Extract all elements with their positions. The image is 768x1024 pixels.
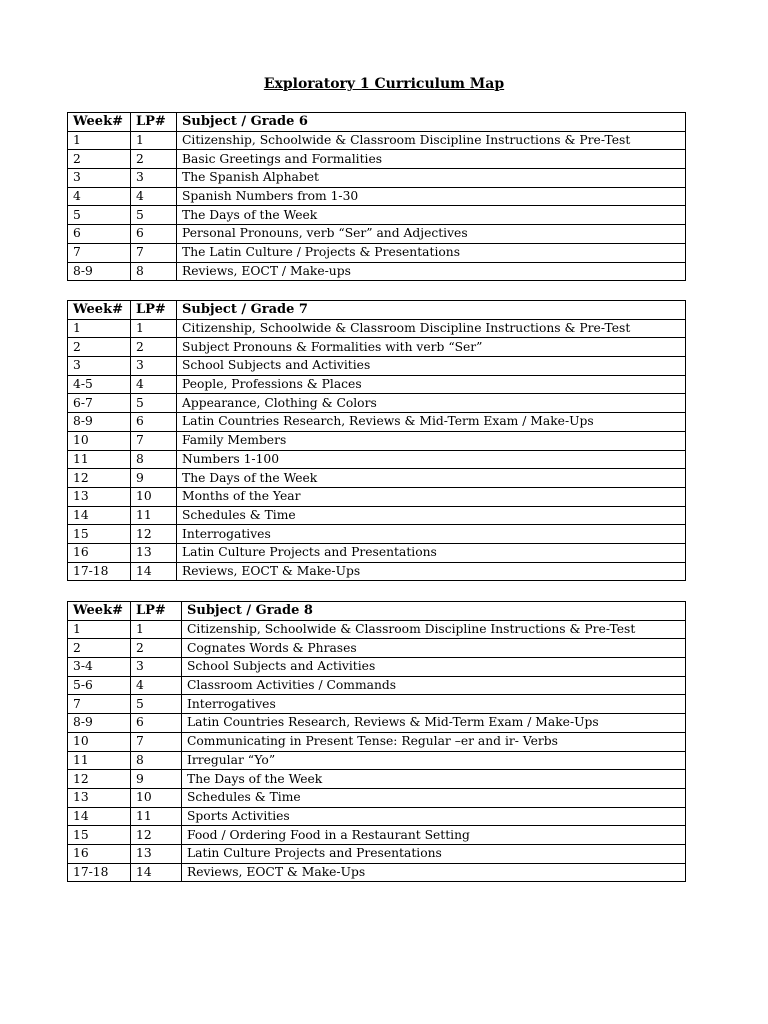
subject-cell: Schedules & Time <box>182 788 686 807</box>
grade-6-table <box>67 112 686 281</box>
lp-cell: 6 <box>131 714 182 733</box>
subject-cell: Latin Culture Projects and Presentations <box>182 844 686 863</box>
subject-cell: The Spanish Alphabet <box>177 169 686 188</box>
week-cell: 11 <box>68 450 131 469</box>
week-cell: 4-5 <box>68 375 131 394</box>
table-row <box>68 658 686 677</box>
table-row <box>68 187 686 206</box>
week-cell: 6 <box>68 225 131 244</box>
lp-cell: 7 <box>131 243 177 262</box>
subject-cell: The Days of the Week <box>182 770 686 789</box>
table-row <box>68 357 686 376</box>
table-row <box>68 714 686 733</box>
subject-cell: Personal Pronouns, verb “Ser” and Adjectives <box>177 225 686 244</box>
table-row <box>68 620 686 639</box>
table-row <box>68 469 686 488</box>
table-row <box>68 413 686 432</box>
week-cell: 14 <box>68 807 131 826</box>
lp-header: LP# <box>131 301 177 320</box>
table-row <box>68 450 686 469</box>
week-cell: 13 <box>68 487 131 506</box>
subject-cell: Months of the Year <box>177 487 686 506</box>
table-row <box>68 338 686 357</box>
lp-cell: 4 <box>131 676 182 695</box>
week-cell: 12 <box>68 770 131 789</box>
table-row <box>68 225 686 244</box>
week-cell: 7 <box>68 695 131 714</box>
week-cell: 7 <box>68 243 131 262</box>
lp-cell: 13 <box>131 844 182 863</box>
table-row <box>68 375 686 394</box>
week-cell: 15 <box>68 826 131 845</box>
week-cell: 5-6 <box>68 676 131 695</box>
week-header: Week# <box>68 113 131 132</box>
subject-cell: Appearance, Clothing & Colors <box>177 394 686 413</box>
lp-cell: 5 <box>131 695 182 714</box>
week-header: Week# <box>68 301 131 320</box>
lp-cell: 1 <box>131 131 177 150</box>
week-cell: 3 <box>68 357 131 376</box>
lp-cell: 6 <box>131 413 177 432</box>
subject-cell: The Latin Culture / Projects & Presentations <box>177 243 686 262</box>
lp-cell: 11 <box>131 506 177 525</box>
week-cell: 11 <box>68 751 131 770</box>
table-header-row <box>68 602 686 621</box>
table-row <box>68 826 686 845</box>
lp-cell: 14 <box>131 863 182 882</box>
table-row <box>68 562 686 581</box>
table-row <box>68 732 686 751</box>
subject-cell: Citizenship, Schoolwide & Classroom Discipline Instructions & Pre-Test <box>177 319 686 338</box>
subject-cell: Irregular “Yo” <box>182 751 686 770</box>
week-cell: 1 <box>68 319 131 338</box>
lp-cell: 4 <box>131 187 177 206</box>
subject-cell: Schedules & Time <box>177 506 686 525</box>
week-cell: 16 <box>68 844 131 863</box>
lp-cell: 8 <box>131 450 177 469</box>
week-cell: 12 <box>68 469 131 488</box>
subject-cell: Family Members <box>177 431 686 450</box>
lp-cell: 2 <box>131 338 177 357</box>
table-row <box>68 807 686 826</box>
week-cell: 8-9 <box>68 262 131 281</box>
table-row <box>68 844 686 863</box>
subject-cell: Citizenship, Schoolwide & Classroom Discipline Instructions & Pre-Test <box>177 131 686 150</box>
subject-cell: Reviews, EOCT / Make-ups <box>177 262 686 281</box>
table-row <box>68 431 686 450</box>
week-cell: 2 <box>68 150 131 169</box>
lp-cell: 12 <box>131 525 177 544</box>
subject-cell: Latin Culture Projects and Presentations <box>177 543 686 562</box>
week-cell: 3 <box>68 169 131 188</box>
table-row <box>68 695 686 714</box>
lp-cell: 11 <box>131 807 182 826</box>
week-cell: 10 <box>68 732 131 751</box>
table-row <box>68 506 686 525</box>
subject-cell: Reviews, EOCT & Make-Ups <box>177 562 686 581</box>
lp-cell: 7 <box>131 732 182 751</box>
table-row <box>68 169 686 188</box>
table-row <box>68 487 686 506</box>
subject-cell: Communicating in Present Tense: Regular –er and ir- Verbs <box>182 732 686 751</box>
table-row <box>68 676 686 695</box>
subject-cell: Latin Countries Research, Reviews & Mid-Term Exam / Make-Ups <box>177 413 686 432</box>
lp-cell: 5 <box>131 394 177 413</box>
subject-cell: Subject Pronouns & Formalities with verb “Ser” <box>177 338 686 357</box>
lp-cell: 7 <box>131 431 177 450</box>
week-cell: 3-4 <box>68 658 131 677</box>
week-cell: 8-9 <box>68 714 131 733</box>
subject-cell: Interrogatives <box>182 695 686 714</box>
grade-8-table <box>67 601 686 882</box>
week-cell: 13 <box>68 788 131 807</box>
lp-cell: 1 <box>131 620 182 639</box>
table-row <box>68 150 686 169</box>
page-title: Exploratory 1 Curriculum Map <box>263 76 505 92</box>
lp-cell: 9 <box>131 469 177 488</box>
week-cell: 8-9 <box>68 413 131 432</box>
table-row <box>68 543 686 562</box>
subject-cell: The Days of the Week <box>177 469 686 488</box>
subject-cell: School Subjects and Activities <box>177 357 686 376</box>
subject-cell: Citizenship, Schoolwide & Classroom Discipline Instructions & Pre-Test <box>182 620 686 639</box>
lp-cell: 3 <box>131 357 177 376</box>
lp-cell: 8 <box>131 262 177 281</box>
table-header-row <box>68 301 686 320</box>
subject-cell: The Days of the Week <box>177 206 686 225</box>
lp-cell: 13 <box>131 543 177 562</box>
table-row <box>68 525 686 544</box>
lp-header: LP# <box>131 113 177 132</box>
lp-cell: 12 <box>131 826 182 845</box>
subject-cell: Food / Ordering Food in a Restaurant Setting <box>182 826 686 845</box>
table-header-row <box>68 113 686 132</box>
week-cell: 6-7 <box>68 394 131 413</box>
table-row <box>68 319 686 338</box>
lp-cell: 1 <box>131 319 177 338</box>
subject-cell: Spanish Numbers from 1-30 <box>177 187 686 206</box>
week-cell: 17-18 <box>68 863 131 882</box>
table-row <box>68 243 686 262</box>
week-header: Week# <box>68 602 131 621</box>
subject-cell: Classroom Activities / Commands <box>182 676 686 695</box>
subject-cell: Numbers 1-100 <box>177 450 686 469</box>
week-cell: 1 <box>68 620 131 639</box>
table-row <box>68 394 686 413</box>
table-row <box>68 751 686 770</box>
table-row <box>68 206 686 225</box>
subject-cell: Interrogatives <box>177 525 686 544</box>
week-cell: 15 <box>68 525 131 544</box>
lp-cell: 4 <box>131 375 177 394</box>
lp-cell: 5 <box>131 206 177 225</box>
subject-cell: People, Professions & Places <box>177 375 686 394</box>
table-row <box>68 262 686 281</box>
table-row <box>68 788 686 807</box>
subject-cell: Basic Greetings and Formalities <box>177 150 686 169</box>
week-cell: 17-18 <box>68 562 131 581</box>
week-cell: 5 <box>68 206 131 225</box>
table-row <box>68 131 686 150</box>
subject-cell: Cognates Words & Phrases <box>182 639 686 658</box>
lp-cell: 8 <box>131 751 182 770</box>
subject-cell: Reviews, EOCT & Make-Ups <box>182 863 686 882</box>
lp-cell: 10 <box>131 487 177 506</box>
week-cell: 2 <box>68 639 131 658</box>
lp-cell: 14 <box>131 562 177 581</box>
week-cell: 14 <box>68 506 131 525</box>
grade-7-table <box>67 300 686 581</box>
subject-header: Subject / Grade 6 <box>177 113 686 132</box>
subject-cell: Latin Countries Research, Reviews & Mid-Term Exam / Make-Ups <box>182 714 686 733</box>
subject-cell: Sports Activities <box>182 807 686 826</box>
subject-header: Subject / Grade 8 <box>182 602 686 621</box>
week-cell: 10 <box>68 431 131 450</box>
week-cell: 1 <box>68 131 131 150</box>
lp-cell: 9 <box>131 770 182 789</box>
lp-cell: 2 <box>131 639 182 658</box>
week-cell: 4 <box>68 187 131 206</box>
subject-header: Subject / Grade 7 <box>177 301 686 320</box>
table-row <box>68 863 686 882</box>
lp-cell: 10 <box>131 788 182 807</box>
lp-header: LP# <box>131 602 182 621</box>
table-row <box>68 770 686 789</box>
table-row <box>68 639 686 658</box>
lp-cell: 2 <box>131 150 177 169</box>
lp-cell: 6 <box>131 225 177 244</box>
subject-cell: School Subjects and Activities <box>182 658 686 677</box>
week-cell: 2 <box>68 338 131 357</box>
lp-cell: 3 <box>131 169 177 188</box>
lp-cell: 3 <box>131 658 182 677</box>
week-cell: 16 <box>68 543 131 562</box>
